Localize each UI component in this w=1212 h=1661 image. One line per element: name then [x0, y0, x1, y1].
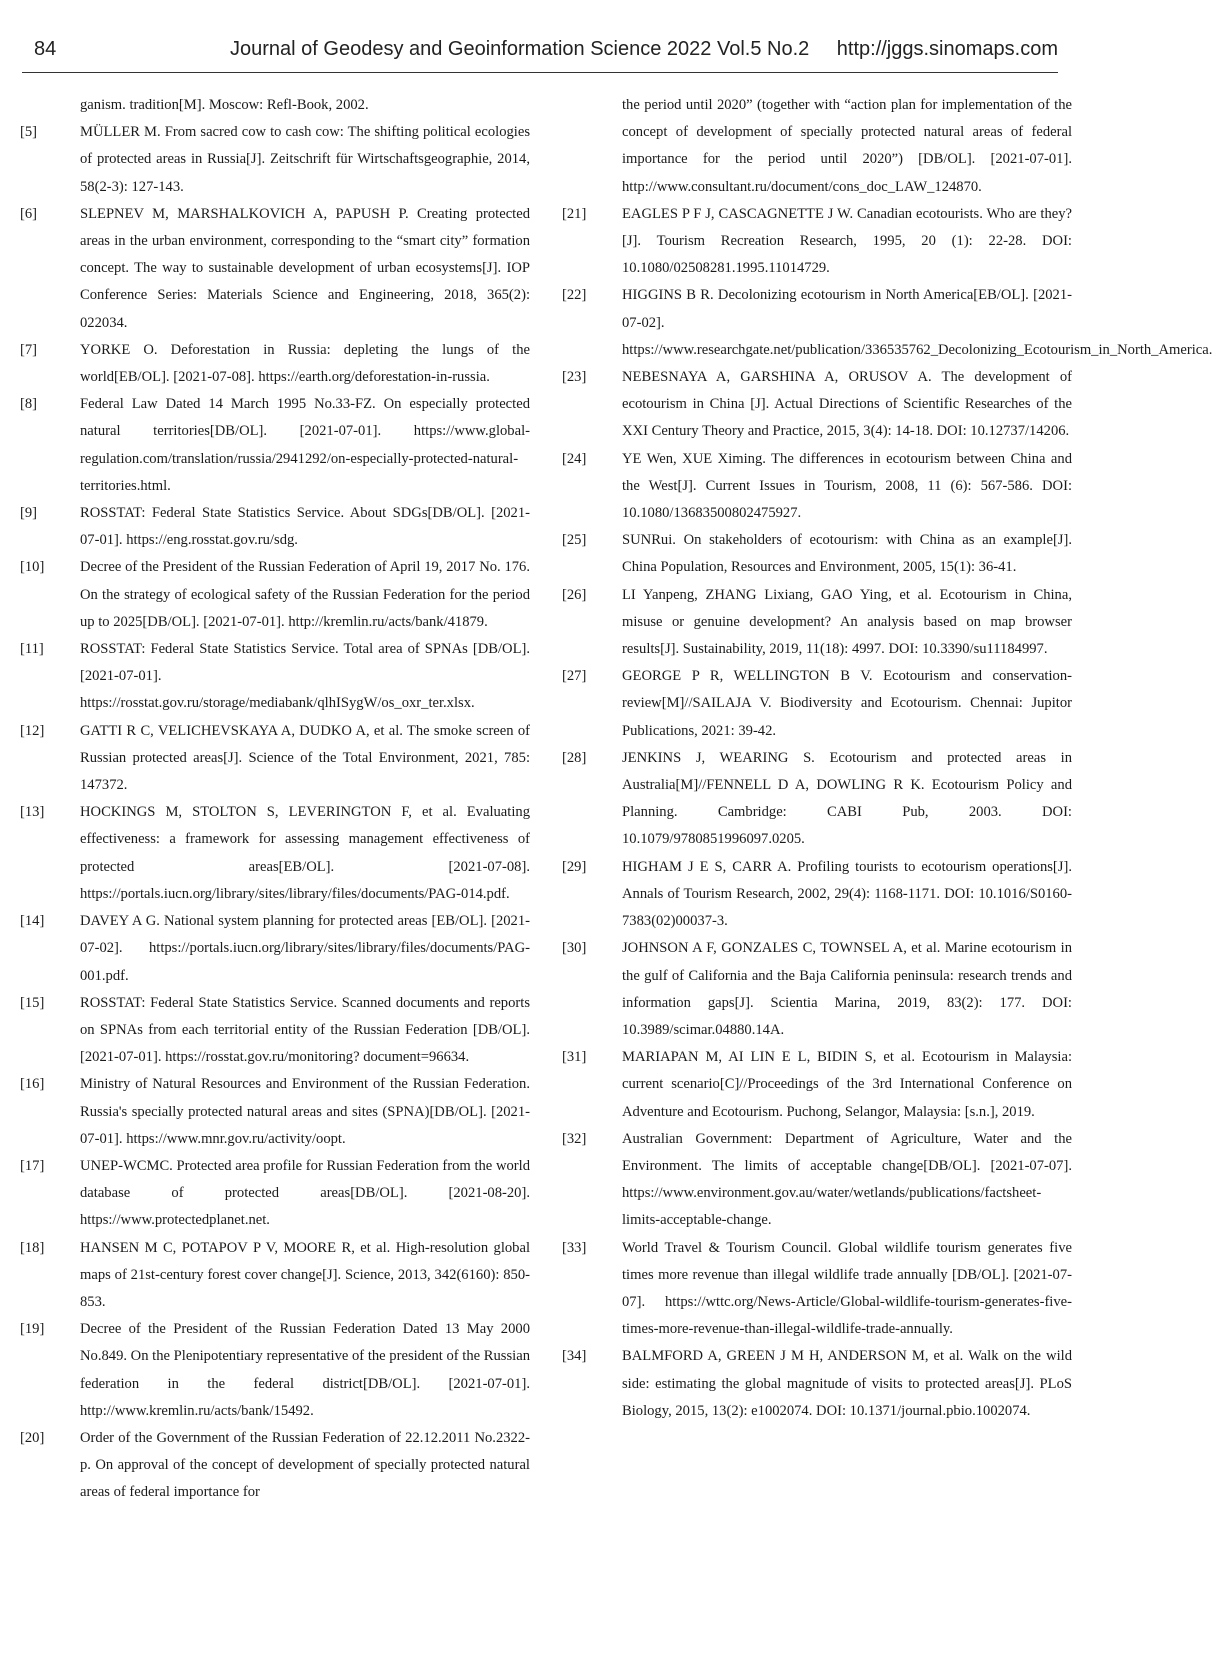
reference-item [20, 908, 530, 990]
reference-text: ROSSTAT: Federal State Statistics Service. About SDGs[DB/OL]. [2021-07-01]. https://eng.rosstat.gov.ru/sdg. [80, 505, 530, 549]
reference-text: NEBESNAYA A, GARSHINA A, ORUSOV A. The development of ecotourism in China [J]. Actual Directions of Scientific Researches of the XXI Century Theory and Practice, 2015, 3(4): 14-18. DOI: 10.12737/14206. [622, 369, 1072, 440]
reference-text: UNEP-WCMC. Protected area profile for Russian Federation from the world database of protected areas[DB/OL]. [2021-08-20]. https://www.protectedplanet.net. [80, 1157, 530, 1229]
reference-item [20, 554, 530, 636]
reference-text: JOHNSON A F, GONZALES C, TOWNSEL A, et al. Marine ecotourism in the gulf of California and the Baja California peninsula: research trends and information gaps[J]. Scientia Marina, 2019, 83(2): 177. DOI: 10.3989/scimar.04880.14A. [622, 940, 1072, 1038]
reference-number: [14] [20, 913, 45, 930]
reference-number: [27] [562, 668, 587, 685]
reference-item [562, 854, 1072, 936]
reference-text: JENKINS J, WEARING S. Ecotourism and protected areas in Australia[M]//FENNELL D A, DOWLING R K. Ecotourism Policy and Planning. Cambridge: CABI Pub, 2003. DOI: 10.1079/9780851996097.0205. [622, 749, 1072, 848]
journal-url[interactable]: http://jggs.sinomaps.com [836, 38, 1058, 60]
reference-text: Order of the Government of the Russian Federation of 22.12.2011 No.2322-p. On approval of the concept of development of specially protected natural areas of federal importance for [80, 1429, 530, 1501]
reference-text: Ministry of Natural Resources and Environment of the Russian Federation. Russia's specially protected natural areas and sites (SPNA)[DB/OL]. [2021-07-01]. https://www.mnr.gov.ru/activity/oopt. [80, 1076, 530, 1147]
reference-item [562, 582, 1072, 664]
reference-text: YORKE O. Deforestation in Russia: depleting the lungs of the world[EB/OL]. [2021-07-08]. https://earth.org/deforestation-in-russia. [80, 341, 530, 386]
references-left-column [20, 92, 530, 1654]
reference-item [562, 446, 1072, 528]
reference-item [20, 799, 530, 908]
reference-text: SUNRui. On stakeholders of ecotourism: with China as an example[J]. China Population, Resources and Environment, 2005, 15(1): 36-41. [622, 532, 1072, 576]
reference-item [20, 1425, 530, 1507]
reference-number: [24] [562, 450, 587, 467]
reference-number: [12] [20, 722, 45, 739]
reference-text: Federal Law Dated 14 March 1995 No.33-FZ. On especially protected natural territories[DB/OL]. [2021-07-01]. https://www.global-regulation.com/translation/russia/2941292/on-especially-protected-natural-territories.html. [80, 396, 530, 494]
reference-number: [10] [20, 559, 45, 576]
journal-title: Journal of Geodesy and Geoinformation Science 2022 Vol.5 No.2 [230, 38, 810, 60]
reference-number: [30] [562, 940, 587, 957]
reference-text: GATTI R C, VELICHEVSKAYA A, DUDKO A, et al. The smoke screen of Russian protected areas[J]. Science of the Total Environment, 2021, 785: 147372. [80, 722, 530, 794]
references-right-column [562, 92, 1212, 1654]
reference-text: DAVEY A G. National system planning for protected areas [EB/OL]. [2021-07-02]. https://portals.iucn.org/library/sites/library/files/documents/PAG-001.pdf. [80, 913, 530, 984]
reference-number: [17] [20, 1157, 45, 1174]
reference-text: ganism. tradition[M]. Moscow: Refl-Book, 2002. [80, 97, 369, 113]
reference-item [20, 1071, 530, 1153]
reference-number: [21] [562, 205, 587, 222]
reference-item [562, 1235, 1072, 1344]
reference-item [20, 636, 530, 718]
reference-item [20, 990, 530, 1072]
reference-item [562, 1343, 1072, 1425]
reference-item [562, 527, 1072, 581]
reference-text: HOCKINGS M, STOLTON S, LEVERINGTON F, et al. Evaluating effectiveness: a framework for assessing management effectiveness of protected areas[EB/OL]. [2021-07-08]. https://portals.iucn.org/library/sites/library/files/documents/PAG-014.pdf. [80, 804, 530, 902]
reference-number: [20] [20, 1429, 45, 1446]
reference-item [562, 92, 1072, 201]
reference-text: ROSSTAT: Federal State Statistics Service. Total area of SPNAs [DB/OL]. [2021-07-01]. https://rosstat.gov.ru/storage/mediabank/qlhISygW/os_oxr_ter.xlsx. [80, 641, 530, 712]
reference-number: [7] [20, 341, 38, 358]
reference-item [20, 201, 530, 337]
reference-text: EAGLES P F J, CASCAGNETTE J W. Canadian ecotourists. Who are they? [J]. Tourism Recreation Research, 1995, 20 (1): 22-28. DOI: 10.1080/02508281.1995.11014729. [622, 205, 1072, 277]
reference-number: [9] [20, 505, 38, 522]
reference-item [20, 1235, 530, 1317]
page-number: 84 [34, 38, 57, 60]
reference-number: [19] [20, 1321, 45, 1338]
reference-item [20, 500, 530, 554]
reference-number: [33] [562, 1239, 587, 1256]
reference-item [20, 391, 530, 500]
reference-item [562, 201, 1072, 283]
reference-number: [31] [562, 1049, 587, 1066]
reference-text: YE Wen, XUE Ximing. The differences in ecotourism between China and the West[J]. Current Issues in Tourism, 2008, 11 (6): 567-586. DOI: 10.1080/13683500802475927. [622, 450, 1072, 522]
reference-text: MARIAPAN M, AI LIN E L, BIDIN S, et al. Ecotourism in Malaysia: current scenario[C]//Proceedings of the 3rd International Conference on Adventure and Ecotourism. Puchong, Selangor, Malaysia: [s.n.], 2019. [622, 1049, 1072, 1120]
reference-number: [13] [20, 804, 45, 821]
reference-item [562, 1044, 1072, 1126]
reference-item [562, 364, 1072, 446]
reference-number: [5] [20, 124, 38, 141]
reference-text: HIGGINS B R. Decolonizing ecotourism in North America[EB/OL]. [2021-07-02]. https://www.researchgate.net/publication/336535762_Decolonizing_Ecotourism_in_North_America. [622, 287, 1212, 358]
reference-text: HIGHAM J E S, CARR A. Profiling tourists to ecotourism operations[J]. Annals of Tourism Research, 2002, 29(4): 1168-1171. DOI: 10.1016/S0160-7383(02)00037-3. [622, 858, 1072, 930]
reference-number: [25] [562, 532, 587, 549]
reference-text: LI Yanpeng, ZHANG Lixiang, GAO Ying, et al. Ecotourism in China, misuse or genuine development? An analysis based on map browser results[J]. Sustainability, 2019, 11(18): 4997. DOI: 10.3390/su11184997. [622, 586, 1072, 658]
reference-number: [29] [562, 858, 587, 875]
reference-text: HANSEN M C, POTAPOV P V, MOORE R, et al. High-resolution global maps of 21st-century forest cover change[J]. Science, 2013, 342(6160): 850-853. [80, 1239, 530, 1310]
reference-text: MÜLLER M. From sacred cow to cash cow: The shifting political ecologies of protected areas in Russia[J]. Zeitschrift für Wirtschaftsgeographie, 2014, 58(2-3): 127-143. [80, 124, 530, 195]
reference-number: [15] [20, 994, 45, 1011]
reference-number: [11] [20, 641, 44, 658]
reference-text: World Travel & Tourism Council. Global wildlife tourism generates five times more revenue than illegal wildlife trade annually [DB/OL]. [2021-07-07]. https://wttc.org/News-Article/Global-wildlife-tourism-generates-five-times-more-revenue-than-illegal-wildlife-trade-annually. [622, 1239, 1072, 1338]
reference-number: [18] [20, 1239, 45, 1256]
reference-text: BALMFORD A, GREEN J M H, ANDERSON M, et al. Walk on the wild side: estimating the global magnitude of visits to protected areas[J]. PLoS Biology, 2015, 13(2): e1002074. DOI: 10.1371/journal.pbio.1002074. [622, 1348, 1072, 1419]
reference-number: [22] [562, 287, 587, 304]
reference-number: [16] [20, 1076, 45, 1093]
reference-item [20, 337, 530, 391]
reference-item [562, 1126, 1072, 1235]
reference-text: ROSSTAT: Federal State Statistics Service. Scanned documents and reports on SPNAs from each territorial entity of the Russian Federation [DB/OL]. [2021-07-01]. https://rosstat.gov.ru/monitoring? document=96634. [80, 994, 530, 1066]
reference-text: the period until 2020” (together with “action plan for implementation of the concept of development of specially protected natural areas of federal importance for the period until 2020”) [DB/OL]. [2021-07-01]. http://www.consultant.ru/document/cons_doc_LAW_124870. [622, 97, 1072, 195]
reference-item [20, 119, 530, 201]
reference-text: Australian Government: Department of Agriculture, Water and the Environment. The limits of acceptable change[DB/OL]. [2021-07-07]. https://www.environment.gov.au/water/wetlands/publications/factsheet-limits-acceptable-change. [622, 1130, 1072, 1229]
reference-item [562, 745, 1072, 854]
reference-text: SLEPNEV M, MARSHALKOVICH A, PAPUSH P. Creating protected areas in the urban environment, corresponding to the “smart city” formation concept. The way to sustainable development of urban ecosystems[J]. IOP Conference Series: Materials Science and Engineering, 2018, 365(2): 022034. [80, 205, 530, 331]
reference-text: GEORGE P R, WELLINGTON B V. Ecotourism and conservation-review[M]//SAILAJA V. Biodiversity and Ecotourism. Chennai: Jupitor Publications, 2021: 39-42. [622, 668, 1072, 739]
reference-item [562, 663, 1072, 745]
reference-text: Decree of the President of the Russian Federation Dated 13 May 2000 No.849. On the Plenipotentiary representative of the president of the Russian federation in the federal district[DB/OL]. [2021-07-01]. http://www.kremlin.ru/acts/bank/15492. [80, 1321, 530, 1419]
reference-number: [23] [562, 369, 587, 386]
reference-number: [32] [562, 1130, 587, 1147]
reference-number: [28] [562, 749, 587, 766]
reference-item [20, 718, 530, 800]
page-header [22, 0, 1058, 73]
reference-number: [8] [20, 396, 38, 413]
reference-item [20, 1153, 530, 1235]
reference-number: [6] [20, 205, 38, 222]
reference-number: [34] [562, 1348, 587, 1365]
reference-item [562, 935, 1072, 1044]
reference-item [20, 1316, 530, 1425]
reference-text: Decree of the President of the Russian Federation of April 19, 2017 No. 176. On the strategy of ecological safety of the Russian Federation for the period up to 2025[DB/OL]. [2021-07-01]. http://kremlin.ru/acts/bank/41879. [80, 559, 530, 630]
reference-item [20, 92, 530, 119]
reference-item [562, 282, 1212, 364]
reference-number: [26] [562, 586, 587, 603]
